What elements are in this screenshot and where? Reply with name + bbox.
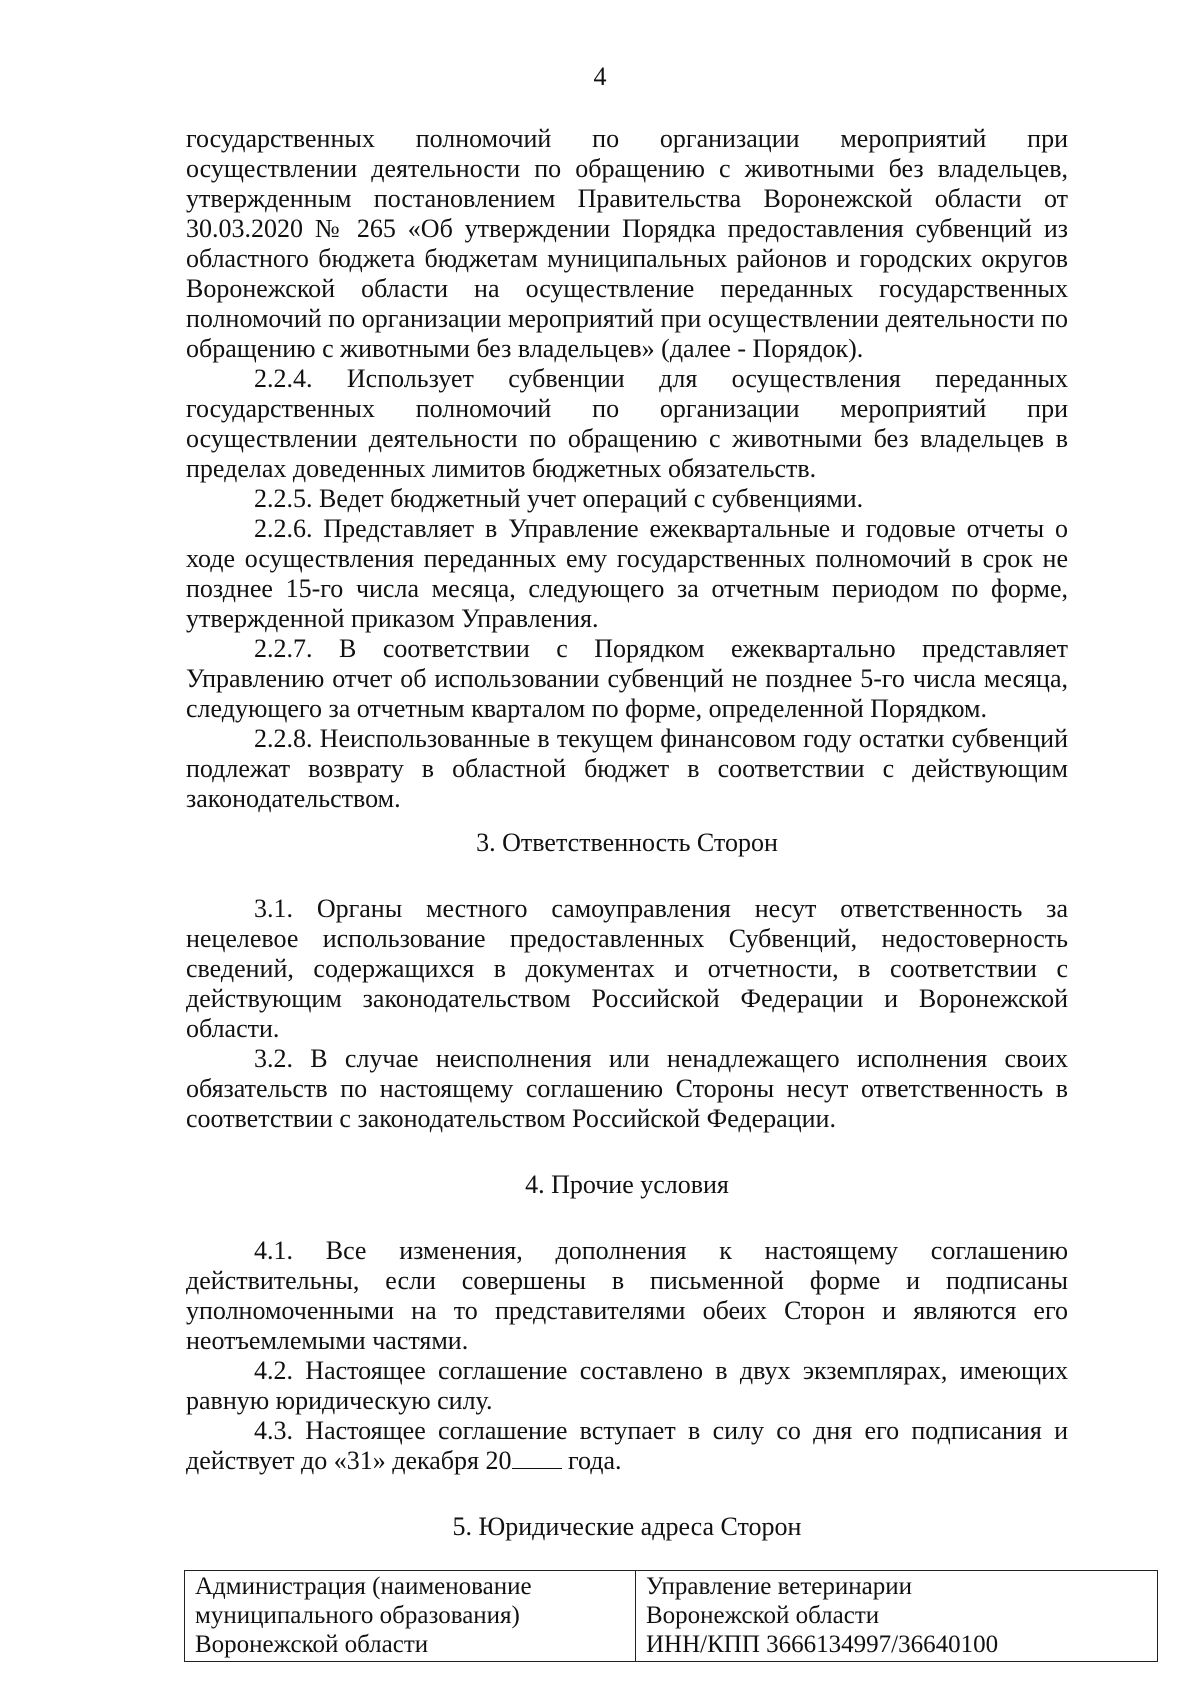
paragraph-2-2-8: 2.2.8. Неиспользованные в текущем финансовом году остатки субвенций подлежат возврату в областной бюджет в соответствии с действующим законодательством.: [186, 724, 1068, 813]
address-line: ИНН/КПП 3666134997/36640100: [646, 1631, 999, 1658]
paragraph-4-3-text: 4.3. Настоящее соглашение вступает в силу со дня его подписания и действует до «31» декабря 20: [186, 1416, 1068, 1475]
address-line: Управление ветеринарии: [646, 1573, 913, 1600]
year-blank: [512, 1446, 562, 1469]
paragraph-4-3: [186, 1416, 1068, 1476]
document-body: [186, 0, 1068, 1662]
address-line: муниципального образования): [195, 1602, 520, 1629]
address-line: Воронежской области: [646, 1602, 880, 1629]
party-veterinary-cell: [636, 1571, 1158, 1662]
section-5-heading: 5. Юридические адреса Сторон: [452, 1512, 802, 1541]
table-row: [185, 1571, 1158, 1662]
paragraph-2-2-7: 2.2.7. В соответствии с Порядком ежеквартально представляет Управлению отчет об использовании субвенций не позднее 5-го числа месяца, следующего за отчетным кварталом по форме, определенной Порядком.: [186, 634, 1068, 723]
paragraph-2-2-6: 2.2.6. Представляет в Управление ежеквартальные и годовые отчеты о ходе осуществления переданных ему государственных полномочий в срок не позднее 15-го числа месяца, следующего за отчетным периодом по форме, утвержденной приказом Управления.: [186, 514, 1068, 633]
paragraph-2-2-4: 2.2.4. Использует субвенции для осуществления переданных государственных полномочий по организации мероприятий при осуществлении деятельности по обращению с животными без владельцев в пределах доведенных лимитов бюджетных обязательств.: [186, 364, 1068, 483]
party-administration-cell: [185, 1571, 636, 1662]
legal-addresses-table: [184, 1570, 1158, 1662]
paragraph-continuation: государственных полномочий по организации мероприятий при осуществлении деятельности по обращению с животными без владельцев, утвержденным постановлением Правительства Воронежской области от 30.03.2020 № 265 «Об утверждении Порядка предоставления субвенций из областного бюджета бюджетам муниципальных районов и городских округов Воронежской области на осуществление переданных государственных полномочий по организации мероприятий при осуществлении деятельности по обращению с животными без владельцев» (далее - Порядок).: [186, 124, 1068, 363]
address-line: Администрация (наименование: [195, 1573, 532, 1600]
address-line: Воронежской области: [195, 1631, 429, 1658]
paragraph-4-3-end: года.: [561, 1446, 622, 1475]
section-3-heading: 3. Ответственность Сторон: [476, 828, 778, 857]
page-number: 4: [593, 62, 607, 91]
paragraph-3-2: 3.2. В случае неисполнения или ненадлежащего исполнения своих обязательств по настоящему соглашению Стороны несут ответственность в соответствии с законодательством Российской Федерации.: [186, 1044, 1068, 1133]
paragraph-4-2: 4.2. Настоящее соглашение составлено в двух экземплярах, имеющих равную юридическую силу.: [186, 1356, 1068, 1415]
paragraph-2-2-5: 2.2.5. Ведет бюджетный учет операций с субвенциями.: [254, 484, 864, 513]
section-4-heading: 4. Прочие условия: [525, 1170, 729, 1199]
paragraph-4-1: 4.1. Все изменения, дополнения к настоящему соглашению действительны, если совершены в письменной форме и подписаны уполномоченными на то представителями обеих Сторон и являются его неотъемлемыми частями.: [186, 1236, 1068, 1355]
paragraph-3-1: 3.1. Органы местного самоуправления несут ответственность за нецелевое использование предоставленных Субвенций, недостоверность сведений, содержащихся в документах и отчетности, в соответствии с действующим законодательством Российской Федерации и Воронежской области.: [186, 894, 1068, 1043]
